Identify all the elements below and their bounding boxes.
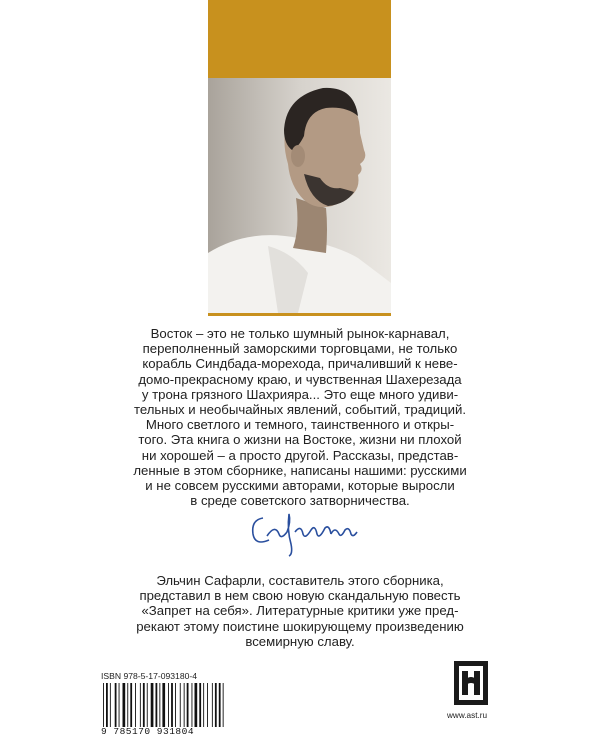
author-note-line: представил в нем свою новую скандальную повесть: [139, 588, 461, 604]
barcode-bar: [130, 683, 132, 727]
barcode-bar: [159, 683, 160, 727]
publisher-website: www.ast.ru: [447, 711, 488, 720]
description-line: тельных и необычайных явлений, событий, традиций.: [133, 402, 467, 418]
barcode-number: 9 785170 931804: [101, 726, 195, 737]
barcode-bar: [156, 683, 158, 727]
barcode-bar: [103, 683, 104, 727]
barcode-bar: [184, 683, 185, 727]
barcode-bar: [199, 683, 201, 727]
isbn-label: ISBN 978-5-17-093180-4: [101, 671, 198, 681]
description-line: ни хорошей – а просто другой. Рассказы, представ-: [141, 447, 459, 463]
barcode-bar: [151, 683, 154, 727]
barcode-bar: [215, 683, 217, 727]
barcode-bar: [106, 683, 108, 727]
barcode-bar: [143, 683, 145, 727]
barcode-bar: [123, 683, 126, 727]
description-line: у трона грязного Шахрияра... Это еще много удиви-: [141, 386, 459, 402]
author-signature-icon: [245, 500, 365, 560]
barcode-bar: [175, 683, 176, 727]
barcode-bar: [180, 683, 181, 727]
barcode-bar: [192, 683, 193, 727]
description-line: и не совсем русскими авторами, которые выросли: [145, 478, 455, 494]
barcode-bar: [171, 683, 173, 727]
description-line: домо-прекрасному краю, и чувственная Шахерезада: [138, 371, 462, 387]
barcode-bar: [115, 683, 117, 727]
barcode-bar: [168, 683, 169, 727]
author-note-line: Эльчин Сафарли, составитель этого сборника,: [156, 573, 444, 588]
author-photo: [208, 78, 391, 313]
description-line: ленные в этом сборнике, написаны нашими: русскими: [133, 462, 467, 478]
barcode-bar: [110, 683, 111, 727]
photo-underline: [208, 313, 391, 316]
cover-accent-band: [208, 0, 391, 78]
description-line: корабль Синдбада-морехода, причаливший к неве-: [142, 356, 458, 372]
barcode-bar: [195, 683, 198, 727]
barcode-bar: [147, 683, 148, 727]
author-note-line: всемирную славу.: [245, 633, 355, 649]
author-profile-photo-icon: [208, 78, 391, 313]
description-line: Много светлого и темного, таинственного и откры-: [145, 417, 455, 433]
barcode-bar: [135, 683, 136, 727]
barcode-bar: [140, 683, 141, 727]
barcode-bar: [223, 683, 224, 727]
description-line: того. Эта книга о жизни на Востоке, жизни ни плохой: [138, 432, 462, 448]
barcode-bar: [119, 683, 120, 727]
author-note-line: «Запрет на себя». Литературные критики уже пред-: [141, 603, 459, 619]
description-line: переполненный заморскими торговцами, не только: [142, 341, 458, 357]
barcode-bar: [219, 683, 221, 727]
barcode-bar: [203, 683, 204, 727]
barcode-bar: [187, 683, 189, 727]
barcode-bar: [127, 683, 128, 727]
description-line: Восток – это не только шумный рынок-карнавал,: [150, 326, 450, 341]
author-note-line: рекают этому поистине шокирующему произведению: [136, 618, 464, 634]
barcode-bar: [207, 683, 208, 727]
ast-logo-icon: [452, 657, 490, 707]
author-note: [70, 573, 530, 649]
barcode: [101, 683, 242, 727]
book-description: [70, 326, 530, 508]
description-line: в среде советского затворничества.: [190, 493, 410, 509]
barcode-bar: [162, 683, 165, 727]
barcode-bar: [212, 683, 213, 727]
